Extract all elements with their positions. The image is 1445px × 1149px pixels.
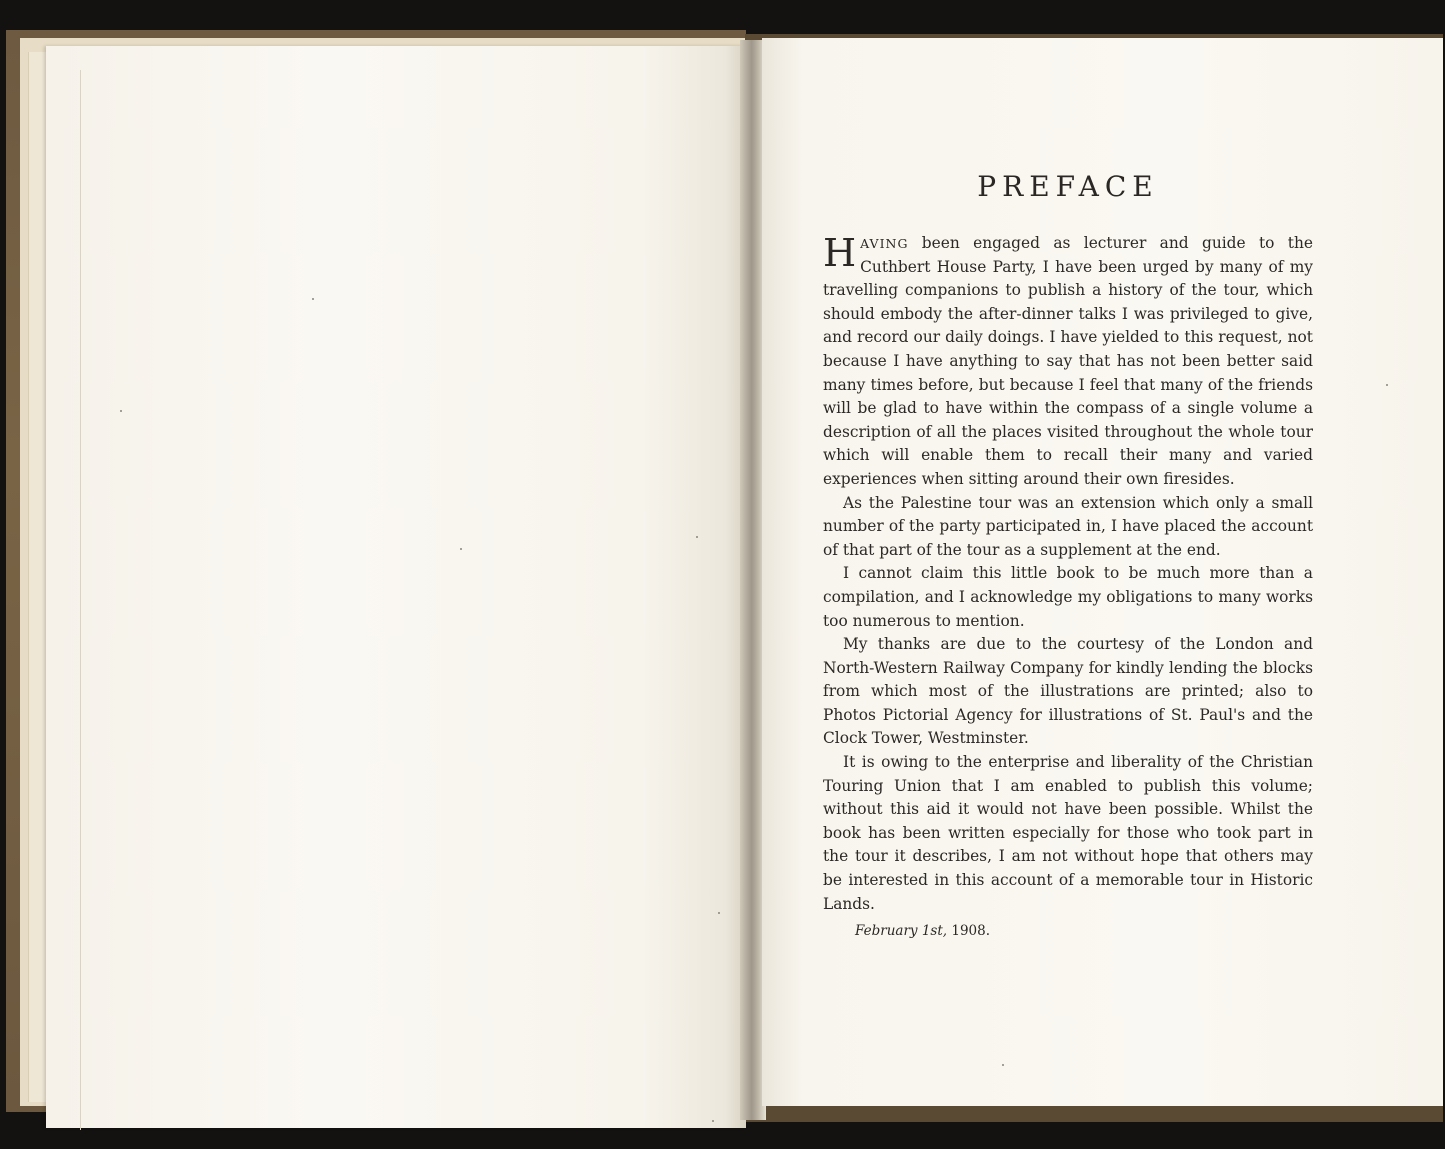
page-edge-line [80, 70, 81, 1130]
paper-speck [1002, 1064, 1004, 1066]
dateline [823, 920, 1313, 944]
paragraph-3: I cannot claim this little book to be much more than a compilation, and I acknowledge my obligations to many works too numerous to mention. [823, 564, 1313, 630]
paper-speck [712, 1120, 714, 1122]
first-word-rest: AVING [860, 236, 909, 251]
paper-speck [120, 410, 122, 412]
paragraph-2: As the Palestine tour was an extension which only a small number of the party participated in, I have placed the account of that part of the tour as a supplement at the end. [823, 493, 1313, 559]
paper-speck [312, 298, 314, 300]
left-blank-page [46, 46, 746, 1128]
paper-speck [718, 912, 720, 914]
paper-speck [460, 548, 462, 550]
date-month-day: February 1st, [855, 923, 948, 940]
paper-speck [1386, 384, 1388, 386]
paragraph-4: My thanks are due to the courtesy of the London and North-Western Railway Company for kindly lending the blocks from which most of the illustrations are printed; also to Photos Pictorial Agency for illustrations of St. Paul's and the Clock Tower, Westminster. [823, 635, 1313, 748]
page-title: PREFACE [977, 170, 1159, 203]
paper-speck [696, 536, 698, 538]
preface-body [823, 232, 1313, 944]
paragraph-1 [823, 232, 1313, 492]
paragraph-1-text: been engaged as lecturer and guide to the Cuthbert House Party, I have been urged by many of my travelling companions to publish a history of the tour, which should embody the after-dinner talks I was privileged to give, and record our daily doings. I have yielded to this request, not because I have anything to say that has not been better said many times before, but because I feel that many of the friends will be glad to have within the compass of a single volume a description of all the places visited throughout the whole tour which will enable them to recall their many and varied experiences when sitting around their own firesides. [823, 234, 1313, 488]
paragraph-5: It is owing to the enterprise and liberality of the Christian Touring Union that I am enabled to publish this volume; without this aid it would not have been possible. Whilst the book has been written especially for those who took part in the tour it describes, I am not without hope that others may be interested in this account of a memorable tour in Historic Lands. [823, 753, 1313, 913]
date-year: 1908. [951, 923, 991, 940]
dropcap: H [823, 231, 857, 275]
